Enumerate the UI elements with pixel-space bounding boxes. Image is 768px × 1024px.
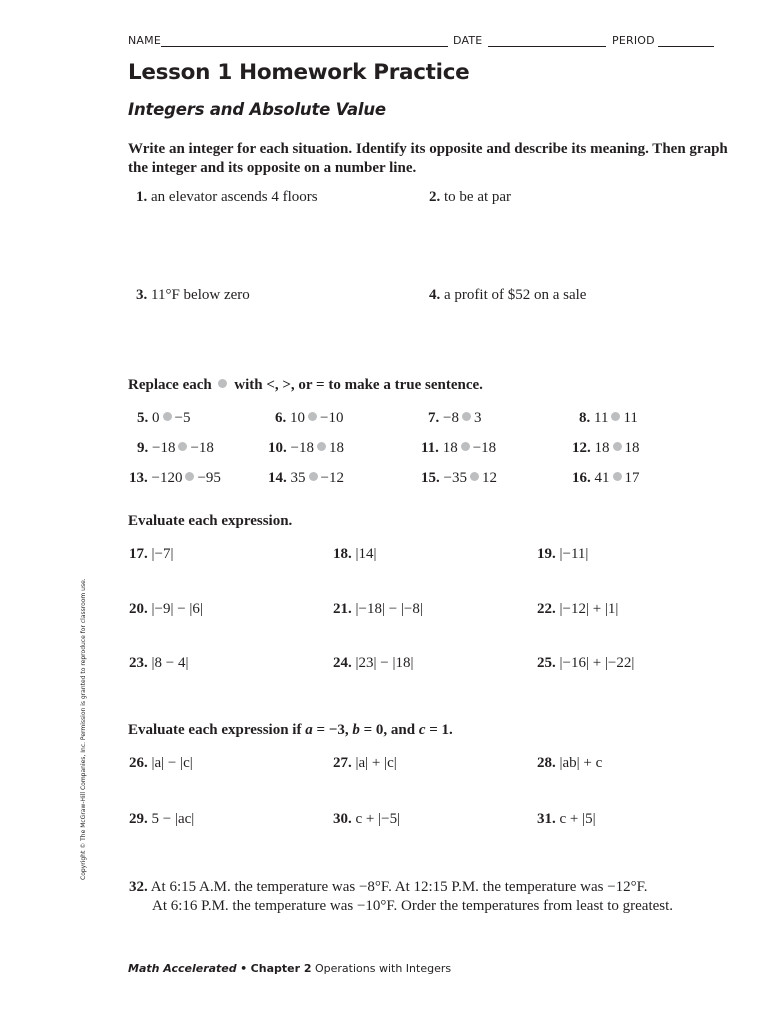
- circle-dot-icon: [470, 472, 479, 481]
- problem-32-line2: At 6:16 P.M. the temperature was −10°F. Order the temperatures from least to greatest.: [152, 898, 674, 914]
- circle-dot-icon: [309, 472, 318, 481]
- problem-32-line1: 32. At 6:15 A.M. the temperature was −8°F. At 12:15 P.M. the temperature was −12°F.: [129, 879, 648, 895]
- copyright-notice: Copyright © The McGraw-Hill Companies, Inc. Permission is granted to reproduce for classroom use.: [80, 578, 87, 880]
- problem-27: 27. |a| + |c|: [333, 755, 397, 771]
- problem-21: 21. |−18| − |−8|: [333, 601, 423, 617]
- circle-dot-icon: [218, 379, 227, 388]
- date-blank[interactable]: [488, 35, 606, 47]
- circle-dot-icon: [185, 472, 194, 481]
- problem-16: 16. 41 17: [572, 470, 640, 486]
- section1-instruction: Write an integer for each situation. Identify its opposite and describe its meaning. Then graph the integer and its opposite on a number line.: [128, 141, 728, 176]
- problem-18: 18. |14|: [333, 546, 377, 562]
- problem-7: 7. −8 3: [428, 410, 482, 426]
- problem-19: 19. |−11|: [537, 546, 589, 562]
- page-subtitle: Integers and Absolute Value: [128, 100, 386, 119]
- section3-instruction: Evaluate each expression.: [128, 513, 293, 529]
- problem-3: 3. 11°F below zero: [136, 287, 250, 303]
- problem-17: 17. |−7|: [129, 546, 174, 562]
- problem-28: 28. |ab| + c: [537, 755, 603, 771]
- problem-23: 23. |8 − 4|: [129, 655, 189, 671]
- problem-31: 31. c + |5|: [537, 811, 596, 827]
- section4-instruction: Evaluate each expression if a = −3, b = 0, and c = 1.: [128, 722, 453, 738]
- period-blank[interactable]: [658, 35, 714, 47]
- problem-25: 25. |−16| + |−22|: [537, 655, 635, 671]
- problem-1: 1. an elevator ascends 4 floors: [136, 189, 318, 205]
- problem-10: 10. −18 18: [268, 440, 344, 456]
- page-footer: Math Accelerated • Chapter 2 Operations with Integers: [128, 962, 452, 975]
- problem-26: 26. |a| − |c|: [129, 755, 193, 771]
- section2-instruction: Replace each with <, >, or = to make a true sentence.: [128, 377, 483, 393]
- problem-11: 11. 18 −18: [421, 440, 497, 456]
- circle-dot-icon: [613, 442, 622, 451]
- date-label: DATE: [453, 34, 483, 47]
- circle-dot-icon: [178, 442, 187, 451]
- period-label: PERIOD: [612, 34, 655, 47]
- circle-dot-icon: [613, 472, 622, 481]
- page-title: Lesson 1 Homework Practice: [128, 60, 470, 85]
- problem-5: 5. 0 −5: [137, 410, 191, 426]
- name-blank[interactable]: [161, 35, 448, 47]
- problem-13: 13. −120 −95: [129, 470, 221, 486]
- problem-22: 22. |−12| + |1|: [537, 601, 619, 617]
- circle-dot-icon: [461, 442, 470, 451]
- name-label: NAME: [128, 34, 161, 47]
- problem-8: 8. 11 11: [579, 410, 638, 426]
- problem-29: 29. 5 − |ac|: [129, 811, 195, 827]
- problem-24: 24. |23| − |18|: [333, 655, 414, 671]
- problem-4: 4. a profit of $52 on a sale: [429, 287, 587, 303]
- problem-14: 14. 35 −12: [268, 470, 344, 486]
- circle-dot-icon: [611, 412, 620, 421]
- problem-9: 9. −18 −18: [137, 440, 214, 456]
- circle-dot-icon: [308, 412, 317, 421]
- problem-15: 15. −35 12: [421, 470, 497, 486]
- circle-dot-icon: [462, 412, 471, 421]
- circle-dot-icon: [317, 442, 326, 451]
- problem-20: 20. |−9| − |6|: [129, 601, 203, 617]
- circle-dot-icon: [163, 412, 172, 421]
- problem-2: 2. to be at par: [429, 189, 512, 205]
- problem-6: 6. 10 −10: [275, 410, 344, 426]
- problem-12: 12. 18 18: [572, 440, 640, 456]
- problem-30: 30. c + |−5|: [333, 811, 401, 827]
